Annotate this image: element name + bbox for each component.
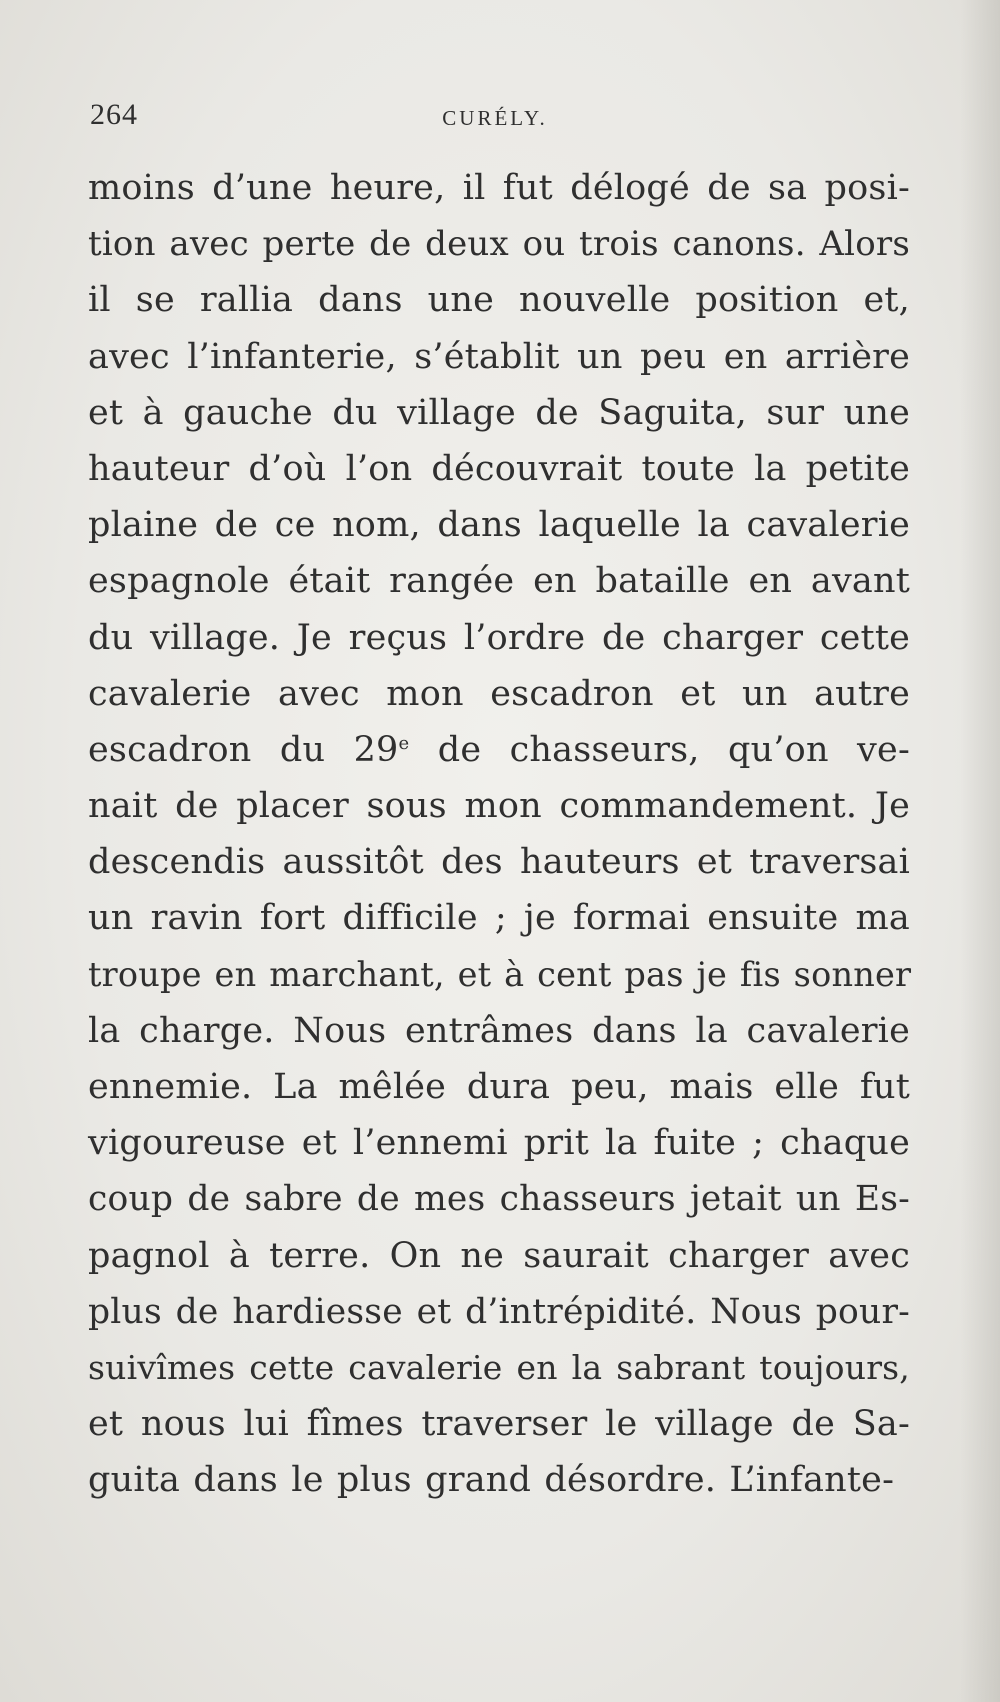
text-line: descendis aussitôt des hauteurs et traversai: [88, 842, 910, 883]
running-head: [90, 98, 900, 138]
text-segment: escadron du 29: [88, 729, 399, 770]
text-line: guita dans le plus grand désordre. L’infante-: [88, 1460, 895, 1501]
text-line: du village. Je reçus l’ordre de charger cette: [88, 617, 910, 658]
text-line: suivîmes cette cavalerie en la sabrant toujours,: [88, 1347, 910, 1387]
body-text: [88, 160, 910, 1509]
text-line: avec l’infanterie, s’établit un peu en arrière: [88, 336, 910, 377]
text-line: et à gauche du village de Saguita, sur une: [88, 392, 910, 433]
text-line: espagnole était rangée en bataille en avant: [88, 561, 910, 602]
text-line: plus de hardiesse et d’intrépidité. Nous pour-: [88, 1291, 910, 1332]
text-line: plaine de ce nom, dans laquelle la cavalerie: [88, 505, 910, 546]
running-title: CURÉLY.: [442, 106, 548, 130]
page-number: 264: [90, 98, 138, 131]
text-line: il se rallia dans une nouvelle position et,: [88, 280, 910, 321]
text-line: et nous lui fîmes traverser le village de Sa-: [88, 1404, 910, 1445]
text-line: ennemie. La mêlée dura peu, mais elle fut: [88, 1067, 910, 1107]
text-line: hauteur d’où l’on découvrait toute la petite: [88, 448, 910, 489]
text-line: moins d’une heure, il fut délogé de sa posi-: [88, 168, 910, 208]
text-line-with-superscript: [88, 722, 910, 778]
text-line: la charge. Nous entrâmes dans la cavalerie: [88, 1010, 910, 1051]
text-segment: de chasseurs, qu’on ve-: [409, 729, 910, 770]
text-line: cavalerie avec mon escadron et un autre: [88, 673, 910, 714]
text-line: vigoureuse et l’ennemi prit la fuite ; chaque: [88, 1123, 910, 1164]
superscript: e: [398, 732, 410, 754]
text-line: tion avec perte de deux ou trois canons. Alors: [88, 224, 910, 265]
text-line: un ravin fort difficile ; je formai ensuite ma: [88, 898, 910, 939]
text-line: troupe en marchant, et à cent pas je fis sonner: [88, 954, 912, 994]
page-edge-shadow: [960, 0, 1000, 1702]
text-line: coup de sabre de mes chasseurs jetait un Es-: [88, 1179, 910, 1220]
text-line: pagnol à terre. On ne saurait charger avec: [88, 1235, 910, 1276]
text-line: nait de placer sous mon commandement. Je: [88, 786, 910, 827]
